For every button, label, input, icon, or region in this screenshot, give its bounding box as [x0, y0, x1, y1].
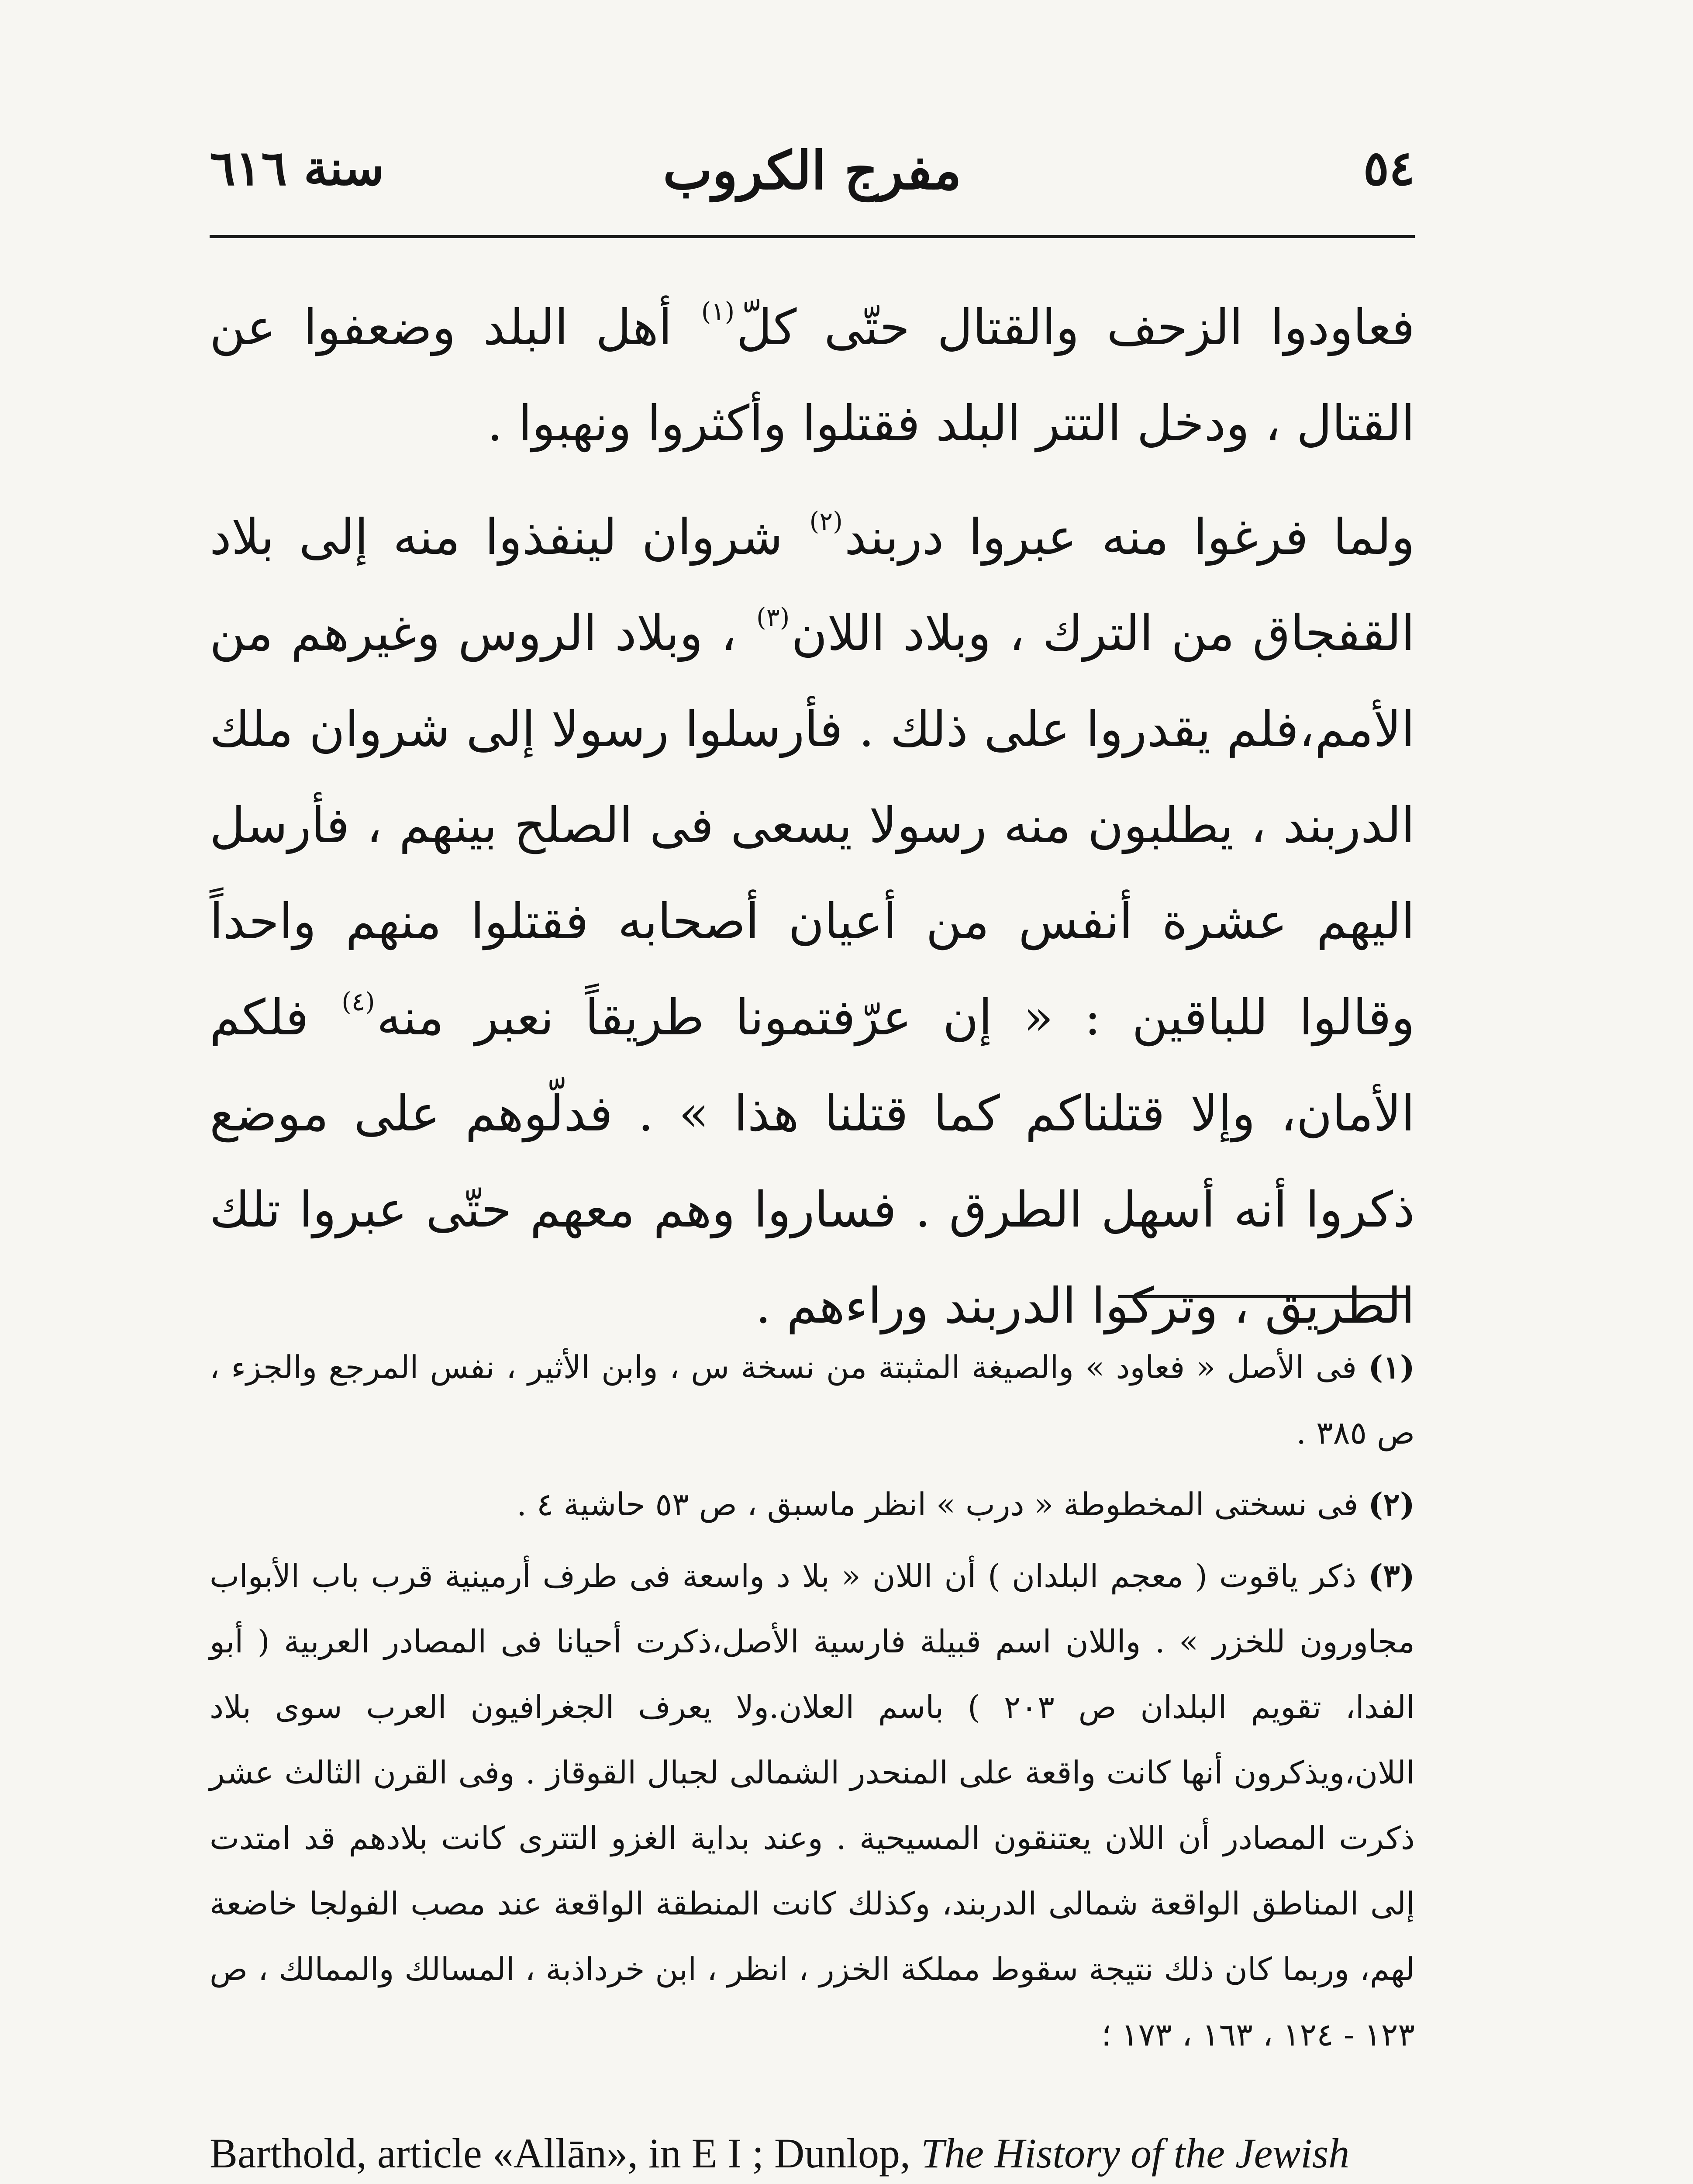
- p1-text-b: أهل البلد وضعفوا عن القتال ، ودخل التتر البلد فقتلوا وأكثروا ونهبوا .: [210, 299, 1415, 452]
- latin-ref-book-title: The History of the Jewish: [921, 2130, 1350, 2177]
- footnote-text: فى الأصل « فعاود » والصيغة المثبتة من نسخة س ، وابن الأثير ، نفس المرجع والجزء ، ص ٣٨٥ .: [210, 1349, 1415, 1451]
- footnote-number: (٣): [1368, 1557, 1415, 1594]
- footnote-number: (٢): [1368, 1486, 1415, 1523]
- footnote-ref-3: (٣): [756, 602, 790, 632]
- book-title: مفرج الكروب: [663, 140, 962, 201]
- header-rule: [210, 235, 1415, 238]
- p2-text-a: ولما فرغوا منه عبروا: [969, 509, 1415, 566]
- footnote-3: [210, 1543, 1415, 2067]
- footnote-1: [210, 1334, 1415, 1465]
- footnote-text: ذكر ياقوت ( معجم البلدان ) أن اللان « بلا د واسعة فى طرف أرمينية قرب باب الأبواب مجاورون للخزر » . واللان اسم قبيلة فارسية الأصل،ذكرت أحيانا فى المصادر العربية ( أبو الفدا، تقويم البلدان ص ٢٠٣ ) باسم العلان.ولا يعرف الجغرافيون العرب سوى بلاد اللان،ويذكرون أنها كانت واقعة على المنحدر الشمالى لجبال القوقاز . وفى القرن الثالث عشر ذكرت المصادر أن اللان يعتنقون المسيحية . وعند بداية الغزو التترى كانت بلادهم قد امتدت إلى المناطق الواقعة شمالى الدربند، وكذلك كانت المنطقة الواقعة عند مصب الفولجا خاضعة لهم، وربما كان ذلك نتيجة سقوط مملكة الخزر ، انظر ، ابن خرداذبة ، المسالك والممالك ، ص ١٢٣ - ١٢٤ ، ١٦٣ ، ١٧٣ ؛: [210, 1558, 1415, 2053]
- paragraph-1: [210, 280, 1415, 472]
- footnote-number: (١): [1368, 1348, 1415, 1386]
- p2-word-darband: دربند: [844, 509, 944, 566]
- year-label: سنة ٦١٦: [210, 140, 384, 196]
- running-header: [210, 131, 1415, 218]
- latin-reference: [210, 2123, 1415, 2184]
- page-number: ٥٤: [1363, 140, 1415, 196]
- footnote-ref-4: (٤): [341, 986, 375, 1016]
- paragraph-2: [210, 489, 1415, 1354]
- p2-word-minhu: منه: [376, 989, 444, 1046]
- footnote-text: فى نسختى المخطوطة « درب » انظر ماسبق ، ص ٥٣ حاشية ٤ .: [517, 1486, 1359, 1523]
- footnote-separator: [1118, 1295, 1406, 1298]
- p2-text-d: فلكم الأمان، وإلا قتلناكم كما قتلنا هذا » . فدلّوهم على موضع ذكروا أنه أسهل الطرق . فساروا وهم معهم حتّى عبروا تلك الطريق ، وتركوا الدربند وراءهم .: [210, 989, 1415, 1334]
- p2-text-c: ، وبلاد الروس وغيرهم من الأمم،فلم يقدروا على ذلك . فأرسلوا رسولا إلى شروان ملك الدربند ، يطلبون منه رسولا يسعى فى الصلح بينهم ، فأرسل اليهم عشرة أنفس من أعيان أصحابه فقتلوا منهم واحداً وقالوا للباقين : « إن عرّفتمونا طريقاً نعبر: [210, 605, 1415, 1046]
- body-text: [210, 280, 1415, 1354]
- footnote-ref-2: (٢): [809, 506, 843, 536]
- p2-text-b: شروان لينفذوا منه إلى بلاد القفجاق من الترك ، وبلاد اللان: [210, 509, 1415, 662]
- footnote-ref-1: (١): [701, 296, 735, 326]
- latin-ref-part-1: Barthold, article «Allān», in E I ; Dunlop,: [210, 2130, 910, 2177]
- p1-text-a: فعاودوا الزحف والقتال حتّى كلّ: [736, 299, 1415, 356]
- footnote-2: [210, 1472, 1415, 1537]
- footnotes: [210, 1334, 1415, 2073]
